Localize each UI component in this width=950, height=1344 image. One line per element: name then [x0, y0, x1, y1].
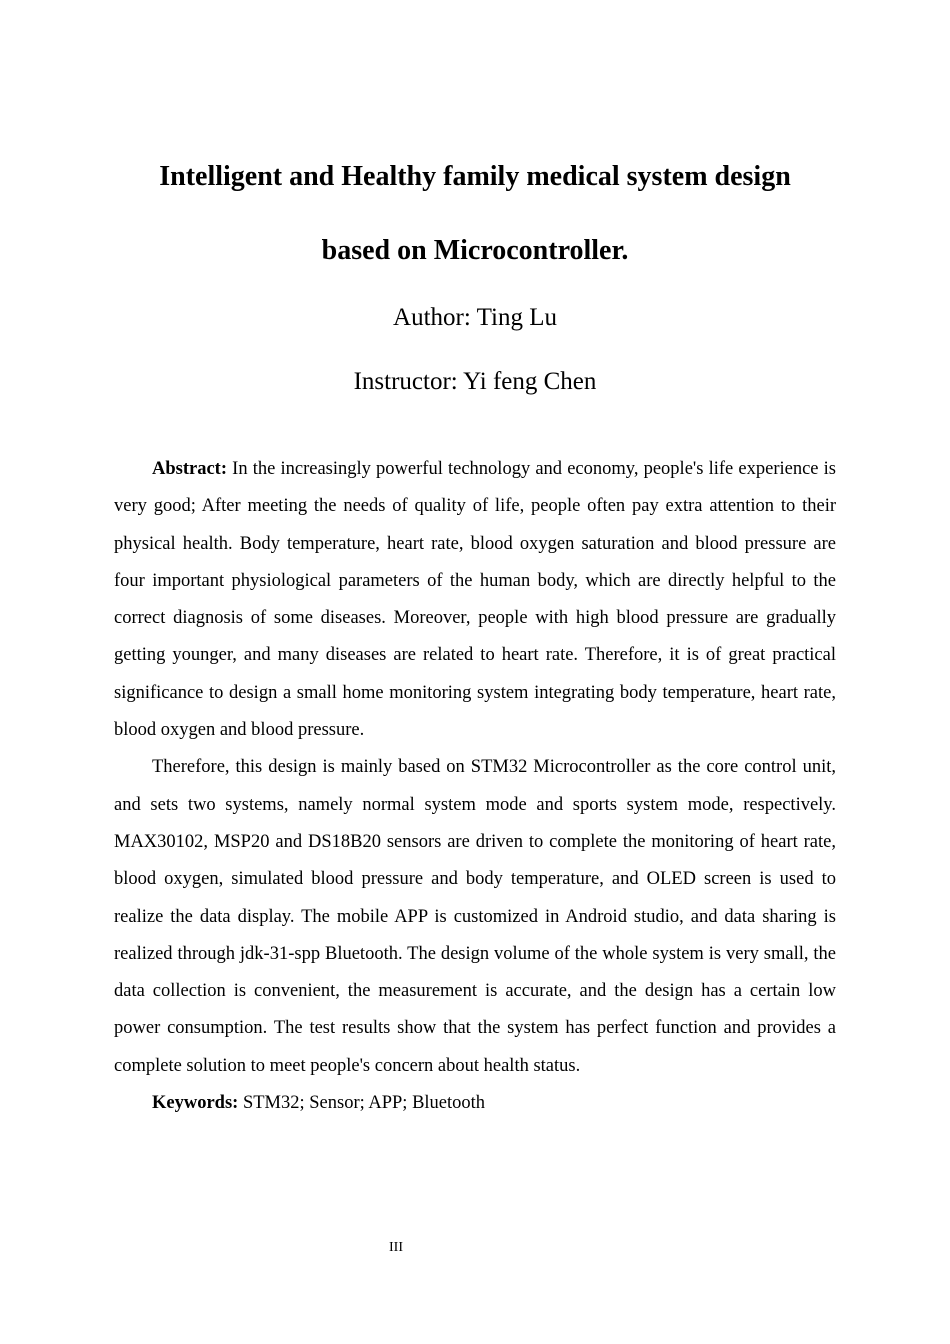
title-line-2: based on Microcontroller. [321, 235, 629, 266]
keywords-label: Keywords: [152, 1093, 239, 1114]
page-number: III [389, 1240, 403, 1255]
abstract-paragraph-2: Therefore, this design is mainly based on STM32 Microcontroller as the core control unit, and sets two systems, namely normal system mode and sports system mode, respectively. MAX30102, MSP20 and DS18B20 sensors are driven to complete the monitoring of heart rate, blood oxygen, simulated blood pressure and body temperature, and OLED screen is used to realize the data display. The mobile APP is customized in Android studio, and data sharing is realized through jdk-31-spp Bluetooth. The design volume of the whole system is very small, the data collection is convenient, the measurement is accurate, and the design has a certain low power consumption. The test results show that the system has perfect function and provides a complete solution to meet people's concern about health status. [114, 757, 836, 1076]
title-line-1: Intelligent and Healthy family medical system design [159, 161, 791, 192]
abstract-section [114, 451, 836, 1122]
abstract-paragraph-1 [114, 451, 836, 749]
keywords-line [114, 1085, 836, 1122]
abstract-paragraph-1-text: In the increasingly powerful technology and economy, people's life experience is very good; After meeting the needs of quality of life, people often pay extra attention to their physical health. Body temperature, heart rate, blood oxygen saturation and blood pressure are four important physiological parameters of the human body, which are directly helpful to the correct diagnosis of some diseases. Moreover, people with high blood pressure are gradually getting younger, and many diseases are related to heart rate. Therefore, it is of great practical significance to design a small home monitoring system integrating body temperature, heart rate, blood oxygen and blood pressure. [114, 459, 836, 741]
instructor-line: Instructor: Yi feng Chen [353, 368, 597, 395]
keywords-value: STM32; Sensor; APP; Bluetooth [242, 1093, 486, 1114]
abstract-label: Abstract: [152, 459, 228, 479]
author-line: Author: Ting Lu [393, 304, 557, 331]
